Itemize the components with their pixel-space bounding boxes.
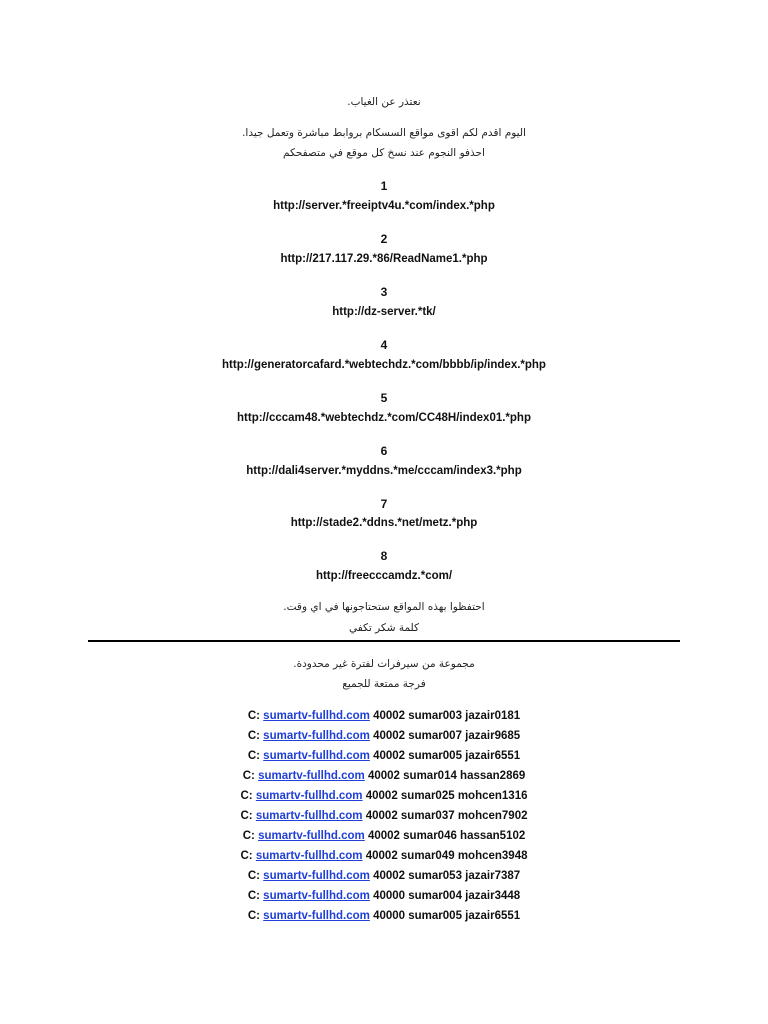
cline-row — [0, 728, 768, 744]
cline-row — [0, 788, 768, 804]
site-number: 7 — [380, 497, 388, 511]
cline-host-link[interactable]: sumartv-fullhd.com — [255, 850, 363, 862]
site-number: 2 — [380, 232, 388, 246]
cline-prefix: C: — [240, 850, 256, 862]
cline-row — [0, 708, 768, 724]
cline-host-link[interactable]: sumartv-fullhd.com — [258, 830, 365, 842]
cline-credentials: 40002 sumar005 jazair6551 — [369, 750, 521, 762]
site-number: 3 — [380, 285, 388, 299]
site-number: 8 — [380, 549, 388, 563]
cline-prefix: C: — [247, 910, 264, 922]
site-url: http://generatorcafard.*webtechdz.*com/bbbb/ip/index.*php — [222, 359, 546, 371]
site-url: http://cccam48.*webtechdz.*com/CC48H/index01.*php — [237, 412, 531, 424]
cline-row — [0, 868, 768, 884]
site-url: http://dali4server.*myddns.*me/cccam/index3.*php — [246, 465, 522, 477]
cline-credentials: 40000 sumar004 jazair3448 — [369, 890, 521, 902]
cline-prefix: C: — [240, 810, 256, 822]
cline-row — [0, 828, 768, 844]
cline-row — [0, 888, 768, 904]
cline-row — [0, 908, 768, 924]
cline-prefix: C: — [247, 890, 264, 902]
cline-credentials: 40002 sumar003 jazair0181 — [369, 710, 521, 722]
site-number: 5 — [380, 391, 388, 405]
site-url: http://217.117.29.*86/ReadName1.*php — [280, 253, 488, 265]
cline-row — [0, 748, 768, 764]
cline-row — [0, 768, 768, 784]
cline-host-link[interactable]: sumartv-fullhd.com — [263, 730, 370, 742]
cline-credentials: 40002 sumar007 jazair9685 — [369, 730, 521, 742]
intro-offer: اليوم اقدم لكم اقوى مواقع السسكام بروابط مباشرة وتعمل جيدا. — [242, 127, 526, 139]
cline-credentials: 40002 sumar014 hassan2869 — [364, 770, 526, 782]
cline-credentials: 40000 sumar005 jazair6551 — [369, 910, 521, 922]
site-number: 1 — [380, 179, 388, 193]
cline-prefix: C: — [242, 830, 259, 842]
cline-host-link[interactable]: sumartv-fullhd.com — [263, 890, 370, 902]
intro-apology: نعتذر عن الغياب. — [347, 96, 421, 108]
cline-credentials: 40002 sumar025 mohcen1316 — [362, 790, 528, 802]
cline-credentials: 40002 sumar053 jazair7387 — [369, 870, 521, 882]
cline-host-link[interactable]: sumartv-fullhd.com — [263, 870, 370, 882]
site-url: http://freecccamdz.*com/ — [315, 570, 453, 582]
cline-prefix: C: — [247, 730, 264, 742]
outro-thanks: كلمة شكر تكفي — [348, 622, 420, 634]
site-number: 6 — [380, 444, 388, 458]
cline-host-link[interactable]: sumartv-fullhd.com — [255, 810, 363, 822]
cline-host-link[interactable]: sumartv-fullhd.com — [258, 770, 365, 782]
cline-prefix: C: — [247, 710, 264, 722]
cline-prefix: C: — [247, 870, 264, 882]
section-divider — [88, 640, 680, 642]
cline-host-link[interactable]: sumartv-fullhd.com — [263, 750, 370, 762]
cline-host-link[interactable]: sumartv-fullhd.com — [255, 790, 363, 802]
cline-credentials: 40002 sumar049 mohcen3948 — [362, 850, 528, 862]
servers-heading: مجموعة من سيرفرات لفترة غير محدودة. — [293, 658, 475, 670]
cline-prefix: C: — [247, 750, 264, 762]
site-url: http://stade2.*ddns.*net/metz.*php — [290, 517, 478, 529]
site-url: http://dz-server.*tk/ — [332, 306, 436, 318]
intro-instruction: احذفو النجوم عند نسخ كل موقع في متصفحكم — [283, 147, 485, 159]
cline-credentials: 40002 sumar037 mohcen7902 — [362, 810, 528, 822]
cline-credentials: 40002 sumar046 hassan5102 — [364, 830, 526, 842]
outro-keep-sites: احتفظوا بهذه المواقع ستحتاجونها في اي وقت. — [283, 601, 485, 613]
cline-host-link[interactable]: sumartv-fullhd.com — [263, 910, 370, 922]
servers-subheading: فرجة ممتعة للجميع — [342, 678, 426, 690]
cline-prefix: C: — [240, 790, 256, 802]
cline-prefix: C: — [242, 770, 259, 782]
cline-row — [0, 848, 768, 864]
site-number: 4 — [380, 338, 388, 352]
cline-host-link[interactable]: sumartv-fullhd.com — [263, 710, 370, 722]
cline-row — [0, 808, 768, 824]
site-url: http://server.*freeiptv4u.*com/index.*php — [273, 200, 495, 212]
